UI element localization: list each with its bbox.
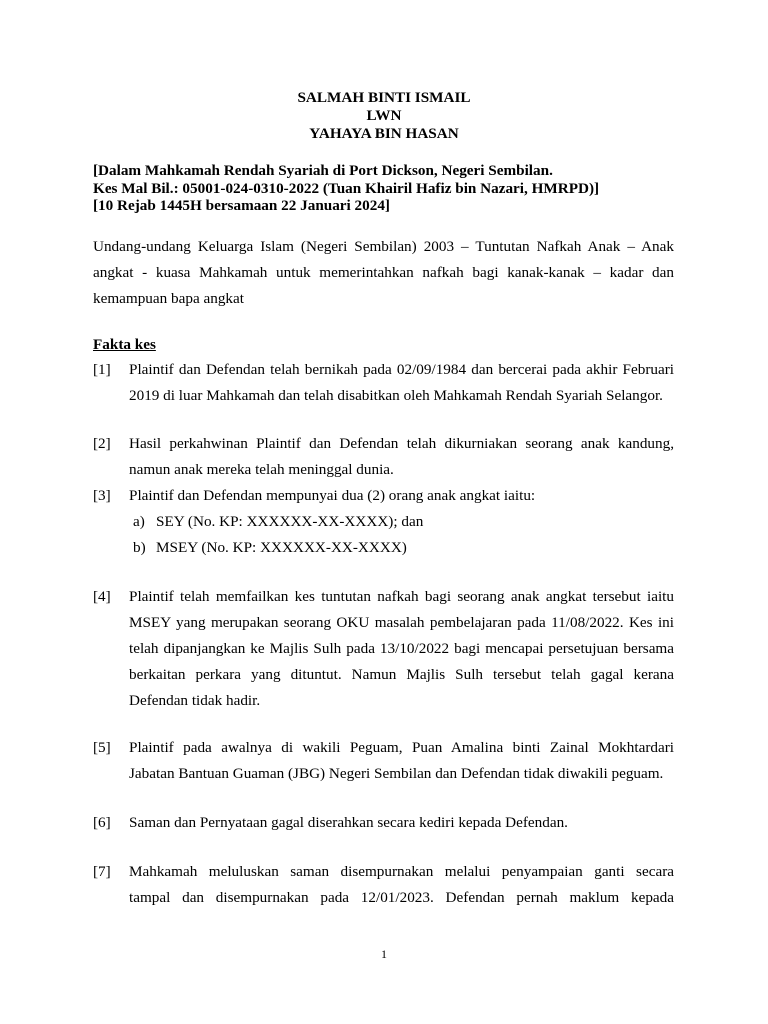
paragraph-line: berkaitan perkara yang dituntut. Namun Majlis Sulh tersebut telah gagal kerana: [129, 666, 674, 683]
abstract-line: kemampuan bapa angkat: [93, 290, 244, 307]
paragraph-line: Plaintif dan Defendan telah bernikah pada 02/09/1984 dan bercerai pada akhir Februari: [129, 361, 674, 378]
list-item-text: SEY (No. KP: XXXXXX-XX-XXXX); dan: [156, 513, 424, 530]
list-item: [133, 535, 407, 561]
paragraph-line: namun anak mereka telah meninggal dunia.: [129, 461, 394, 478]
paragraph-number: [6]: [93, 814, 111, 831]
abstract-line: angkat - kuasa Mahkamah untuk memerintahkan nafkah bagi kanak-kanak – kadar dan: [93, 264, 674, 281]
case-abstract: [93, 234, 674, 312]
paragraph-line: Hasil perkahwinan Plaintif dan Defendan telah dikurniakan seorang anak kandung,: [129, 435, 674, 452]
paragraph-body: [129, 859, 674, 911]
paragraph-line: tampal dan disempurnakan pada 12/01/2023. Defendan pernah maklum kepada: [129, 889, 674, 906]
paragraph-number: [1]: [93, 361, 111, 378]
paragraph-line: 2019 di luar Mahkamah dan telah disabitkan oleh Mahkamah Rendah Syariah Selangor.: [129, 387, 663, 404]
list-item-text: MSEY (No. KP: XXXXXX-XX-XXXX): [156, 539, 407, 556]
court-info: [93, 162, 683, 215]
paragraph-line: MSEY yang merupakan seorang OKU masalah pembelajaran pada 11/08/2022. Kes ini: [129, 614, 674, 631]
paragraph-number: [2]: [93, 435, 111, 452]
paragraph-number: [7]: [93, 863, 111, 880]
paragraph-body: [129, 810, 674, 836]
date-line: [10 Rejab 1445H bersamaan 22 Januari 2024]: [93, 197, 390, 214]
paragraph-line: Plaintif dan Defendan mempunyai dua (2) orang anak angkat iaitu:: [129, 487, 536, 504]
abstract-line: Undang-undang Keluarga Islam (Negeri Sembilan) 2003 – Tuntutan Nafkah Anak – Anak: [93, 238, 674, 255]
paragraph-line: Defendan tidak hadir.: [129, 692, 261, 709]
paragraph-body: [129, 431, 674, 483]
list-item: [133, 509, 423, 535]
paragraph-body: [129, 357, 674, 409]
section-heading: Fakta kes: [93, 336, 156, 353]
paragraph-line: telah dipanjangkan ke Majlis Sulh pada 13/10/2022 bagi mencapai persetujuan bersama: [129, 640, 674, 657]
paragraph-body: [129, 735, 674, 787]
case-title-defendant: YAHAYA BIN HASAN: [309, 125, 459, 142]
page-number: 1: [381, 947, 387, 961]
paragraph-line: Jabatan Bantuan Guaman (JBG) Negeri Sembilan dan Defendan tidak diwakili peguam.: [129, 765, 664, 782]
paragraph-line: Plaintif pada awalnya di wakili Peguam, Puan Amalina binti Zainal Mokhtardari: [129, 739, 674, 756]
case-title-versus: LWN: [366, 107, 402, 124]
paragraph-line: Mahkamah meluluskan saman disempurnakan melalui penyampaian ganti secara: [129, 863, 674, 880]
paragraph-body: [129, 584, 674, 714]
paragraph-number: [4]: [93, 588, 111, 605]
list-item-label: b): [133, 539, 146, 556]
case-number-line: Kes Mal Bil.: 05001-024-0310-2022 (Tuan Khairil Hafiz bin Nazari, HMRPD)]: [93, 179, 600, 197]
paragraph-line: Saman dan Pernyataan gagal diserahkan secara kediri kepada Defendan.: [129, 814, 568, 831]
paragraph-number: [3]: [93, 487, 111, 504]
paragraph-line: Plaintif telah memfailkan kes tuntutan nafkah bagi seorang anak angkat tersebut iaitu: [129, 588, 674, 605]
list-item-label: a): [133, 513, 145, 530]
case-title-plaintiff: SALMAH BINTI ISMAIL: [297, 89, 471, 106]
court-line: [Dalam Mahkamah Rendah Syariah di Port Dickson, Negeri Sembilan.: [93, 162, 553, 179]
paragraph-body: [129, 483, 674, 509]
paragraph-number: [5]: [93, 739, 111, 756]
